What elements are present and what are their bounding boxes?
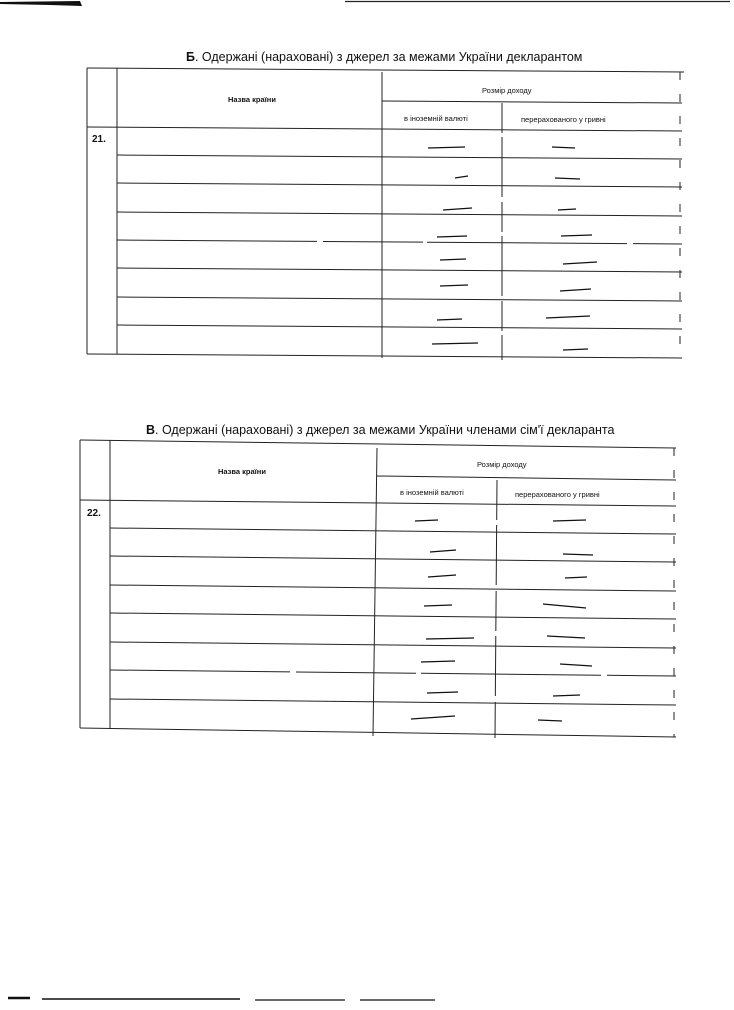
scan-mark-top-left <box>0 1 82 6</box>
table-b-dashes <box>428 147 597 350</box>
section-v-col-foreign: в іноземній валюті <box>400 488 464 497</box>
section-b-row-number: 21. <box>92 134 106 145</box>
section-b-col-foreign: в іноземній валюті <box>404 114 468 123</box>
section-v-col-uah: перерахованого у гривні <box>515 490 600 499</box>
section-b-letter: Б <box>186 50 195 64</box>
section-v-col-country: Назва країни <box>218 467 266 476</box>
section-v-letter: В <box>146 423 156 437</box>
table-b-grid <box>87 68 684 360</box>
section-b-title-text: . Одержані (нараховані) з джерел за межами України декларантом <box>194 50 583 64</box>
table-v-grid <box>80 440 676 738</box>
scan-mark-bottom <box>8 998 435 1000</box>
section-b-title <box>186 50 582 64</box>
section-v-title-text: . Одержані (нараховані) з джерел за межами України членами сім'ї декларанта <box>155 423 615 437</box>
section-v-col-income: Розмір доходу <box>477 460 527 469</box>
section-b-col-uah: перерахованого у гривні <box>521 115 606 124</box>
section-v-title <box>146 423 614 437</box>
section-v-row-number: 22. <box>87 508 101 519</box>
section-b-col-country: Назва країни <box>228 95 276 104</box>
table-v-dashes <box>411 520 593 721</box>
section-b-col-income: Розмір доходу <box>482 86 532 95</box>
